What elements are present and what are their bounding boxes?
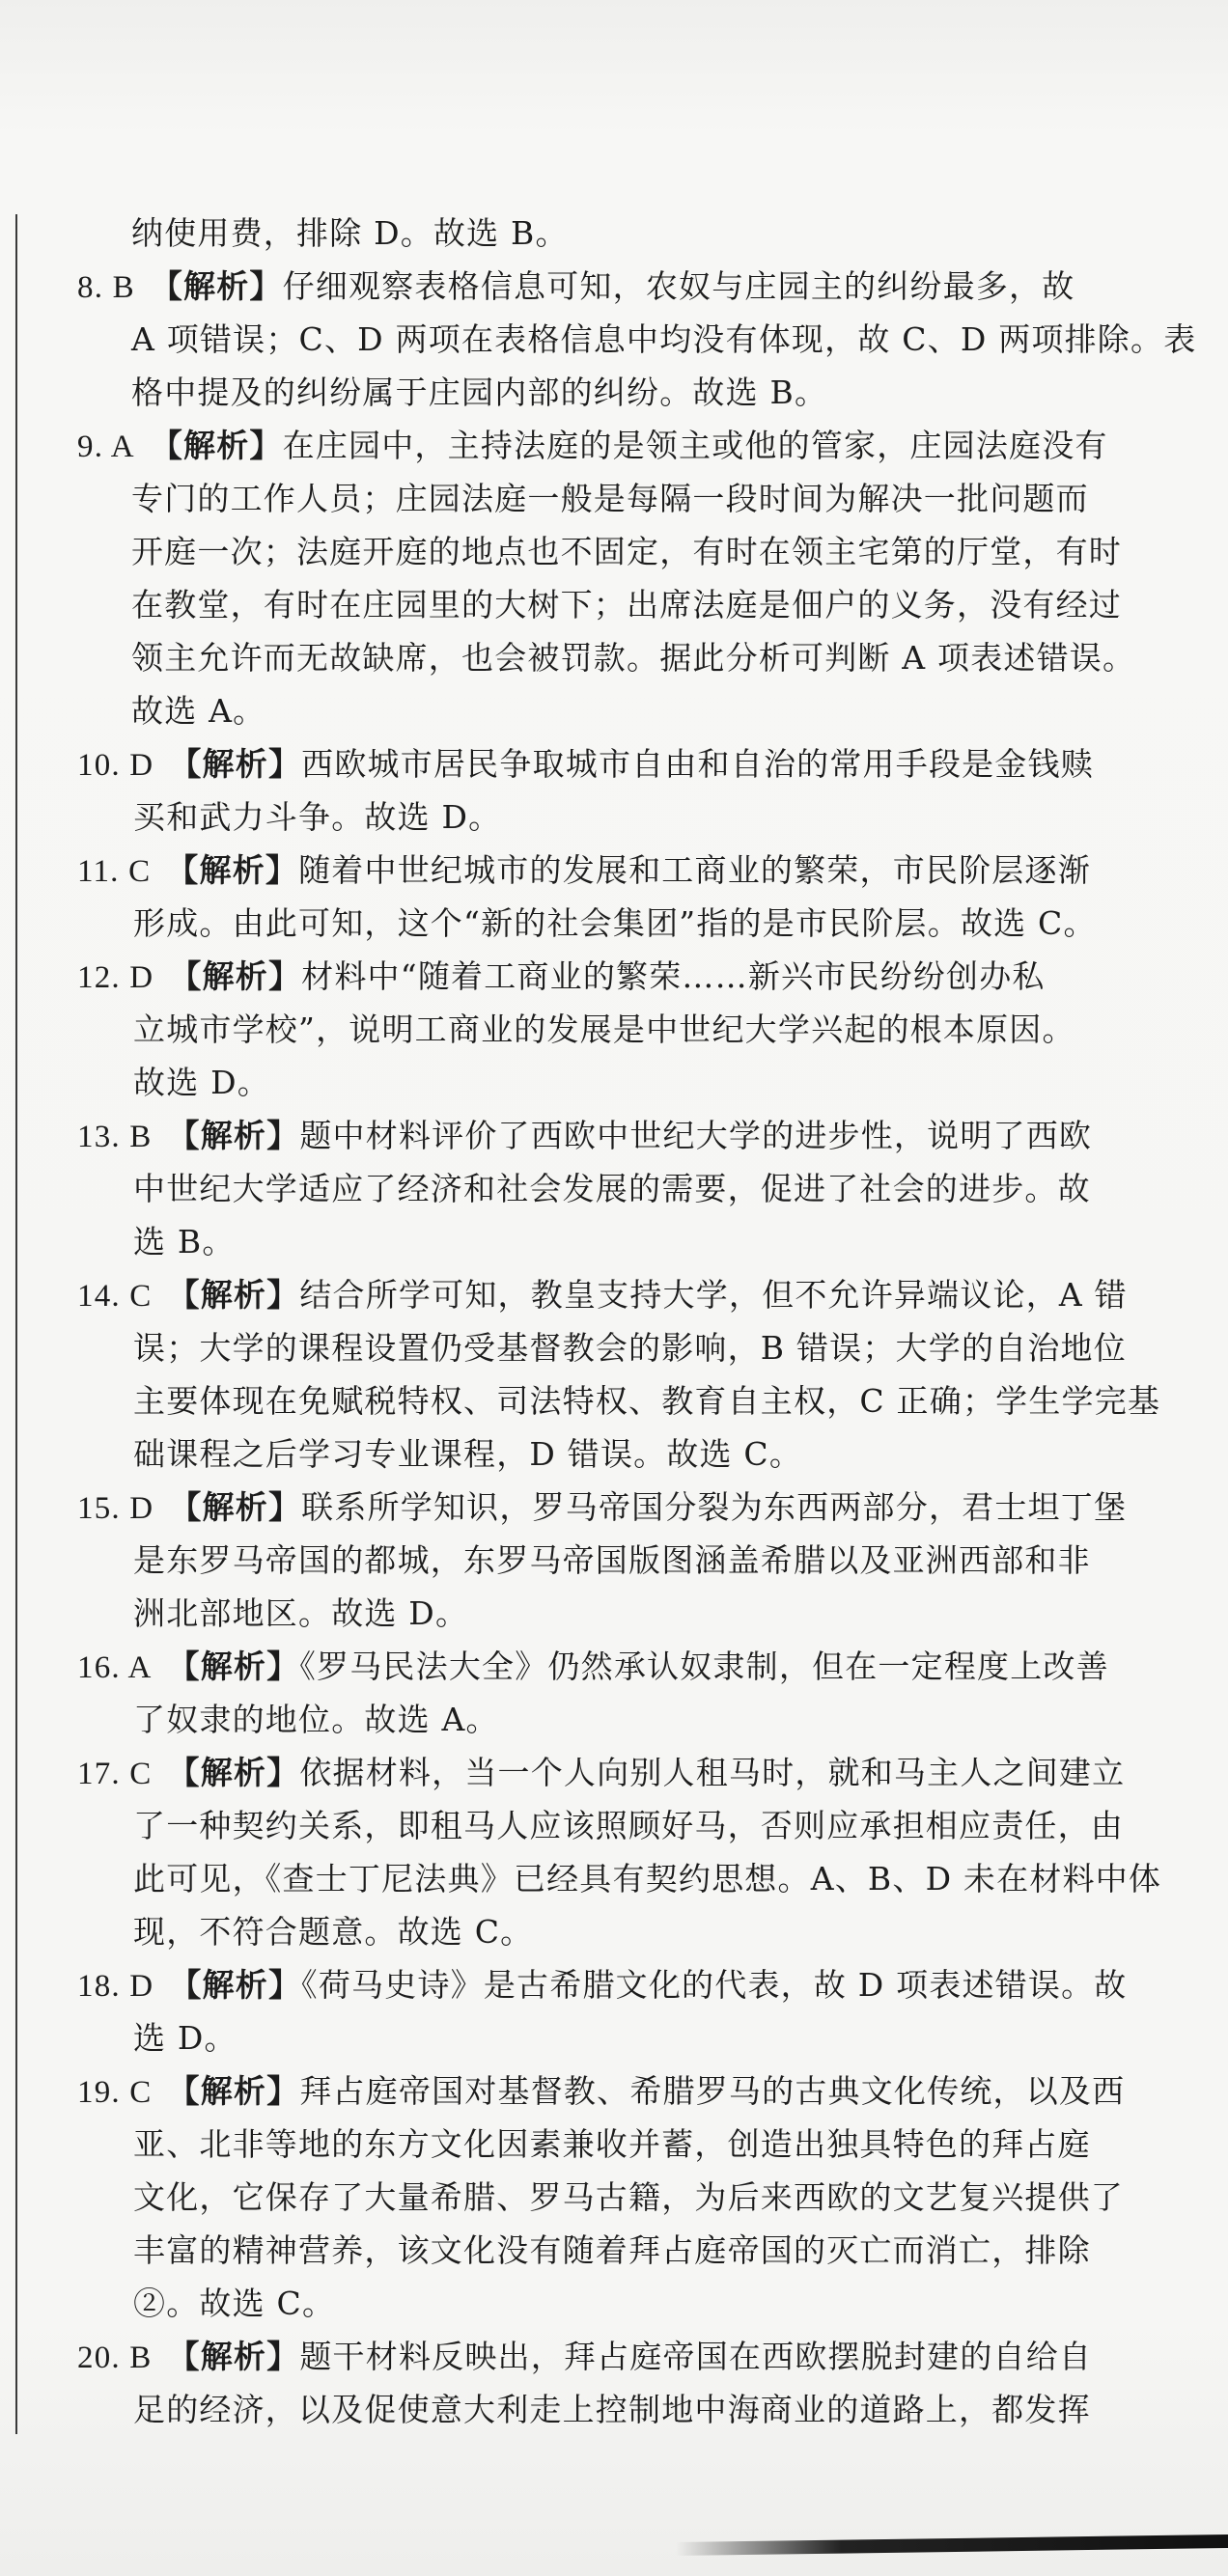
answer-line [77, 1162, 1091, 1215]
analysis-tag: 【解析】 [169, 957, 302, 995]
answer-line [77, 366, 1086, 419]
answer-text: A 项错误；C、D 两项在表格信息中均没有体现，故 C、D 两项排除。表 [131, 320, 1197, 358]
answer-text: 亚、北非等地的东方文化因素兼收并蓄，创造出独具特色的拜占庭 [133, 2125, 1091, 2163]
analysis-tag: 【解析】 [167, 1648, 300, 1685]
answer-line [77, 1056, 1086, 1109]
answer-text: 题中材料评价了西欧中世纪大学的进步性，说明了西欧 [299, 1117, 1093, 1154]
answer-text: 础课程之后学习专业课程，D 错误。故选 C。 [133, 1435, 803, 1473]
answer-line [77, 1427, 1086, 1481]
answer-line [77, 472, 1089, 525]
answer-text: 现，不符合题意。故选 C。 [133, 1913, 534, 1951]
analysis-tag: 【解析】 [166, 851, 299, 889]
answer-number: 17. C [77, 1757, 153, 1791]
answer-explanations [77, 207, 1197, 2436]
analysis-tag: 【解析】 [167, 1754, 300, 1791]
answer-line [77, 525, 1122, 578]
answer-first-line [77, 1640, 1109, 1693]
answer-text: 丰富的精神营养，该文化没有随着拜占庭帝国的灭亡而消亡，排除 [133, 2231, 1091, 2269]
answer-text: 立城市学校”，说明工商业的发展是中世纪大学兴起的根本原因。 [133, 1011, 1075, 1048]
answer-text: 题干材料反映出，拜占庭帝国在西欧摆脱封建的自给自 [299, 2338, 1093, 2375]
answer-first-line [77, 2064, 1126, 2118]
analysis-tag: 【解析】 [167, 2072, 300, 2110]
answer-text: 形成。由此可知，这个“新的社会集团”指的是市民阶层。故选 C。 [133, 904, 1097, 942]
answer-number: 16. A [77, 1650, 153, 1685]
answer-text: 拜占庭帝国对基督教、希腊罗马的古典文化传统，以及西 [299, 2072, 1126, 2110]
answer-line [77, 2171, 1124, 2224]
answer-line [77, 1534, 1091, 1587]
answer-line [77, 631, 1136, 684]
answer-first-line [77, 1109, 1093, 1162]
answer-line [77, 1003, 1086, 1056]
analysis-tag: 【解析】 [169, 1966, 302, 2004]
answer-line [77, 2118, 1091, 2171]
answer-line [77, 1905, 1086, 1958]
answer-text: 格中提及的纠纷属于庄园内部的纠纷。故选 B。 [131, 374, 828, 411]
margin-rule [15, 214, 17, 2434]
answer-text: 足的经济，以及促使意大利走上控制地中海商业的道路上，都发挥 [133, 2391, 1091, 2428]
answer-first-line [77, 419, 1108, 472]
continued-line: 纳使用费，排除 D。故选 B。 [131, 214, 569, 252]
answer-line [77, 2277, 1086, 2330]
answer-text: 买和武力斗争。故选 D。 [133, 798, 502, 836]
answer-line [77, 578, 1122, 631]
analysis-tag: 【解析】 [169, 745, 302, 783]
answer-line [77, 684, 1086, 737]
answer-text: 此可见，《查士丁尼法典》已经具有契约思想。A、B、D 未在材料中体 [133, 1860, 1162, 1897]
answer-text: 文化，它保存了大量希腊、罗马古籍，为后来西欧的文艺复兴提供了 [133, 2178, 1124, 2216]
answer-text: 洲北部地区。故选 D。 [133, 1594, 469, 1632]
answer-number: 12. D [77, 960, 154, 995]
answer-text: 故选 A。 [131, 692, 266, 730]
answer-line [77, 1852, 1162, 1905]
answer-line [77, 2224, 1091, 2277]
answer-line [77, 790, 1086, 844]
answer-number: 14. C [77, 1279, 153, 1314]
answer-text: 了奴隶的地位。故选 A。 [133, 1701, 499, 1738]
answer-number: 18. D [77, 1969, 154, 2004]
answer-text: 仔细观察表格信息可知，农奴与庄园主的纠纷最多，故 [282, 267, 1075, 305]
answer-number: 20. B [77, 2341, 153, 2375]
analysis-tag: 【解析】 [167, 1117, 300, 1154]
answer-line [77, 2011, 1086, 2064]
answer-text: 主要体现在免赋税特权、司法特权、教育自主权，C 正确；学生学完基 [133, 1382, 1161, 1420]
answer-text: 故选 D。 [133, 1064, 270, 1101]
answer-text: 选 D。 [133, 2019, 237, 2057]
answer-text: 在庄园中，主持法庭的是领主或他的管家，庄园法庭没有 [282, 427, 1108, 464]
answer-line [77, 313, 1197, 366]
answer-text: 联系所学知识，罗马帝国分裂为东西两部分，君士坦丁堡 [301, 1488, 1128, 1526]
answer-first-line [77, 737, 1094, 790]
scan-edge-shadow [676, 2534, 1228, 2556]
answer-text: 专门的工作人员；庄园法庭一般是每隔一段时间为解决一批问题而 [131, 480, 1089, 517]
answer-text: 依据材料，当一个人向别人租马时，就和马主人之间建立 [299, 1754, 1126, 1791]
analysis-tag: 【解析】 [167, 1276, 300, 1314]
answer-text: ②。故选 C。 [133, 2285, 336, 2322]
analysis-tag: 【解析】 [150, 267, 283, 305]
answer-first-line [77, 2330, 1093, 2383]
answer-number: 19. C [77, 2075, 153, 2110]
answer-line [77, 1799, 1124, 1852]
answer-text: 随着中世纪城市的发展和工商业的繁荣，市民阶层逐渐 [298, 851, 1091, 889]
answer-first-line [77, 260, 1086, 313]
answer-text: 《罗马民法大全》仍然承认奴隶制，但在一定程度上改善 [299, 1648, 1109, 1685]
answer-text: 西欧城市居民争取城市自由和自治的常用手段是金钱赎 [301, 745, 1094, 783]
answer-text: 领主允许而无故缺席，也会被罚款。据此分析可判断 A 项表述错误。 [131, 639, 1136, 677]
answer-line [77, 1587, 1086, 1640]
answer-line [77, 897, 1097, 950]
answer-number: 13. B [77, 1120, 153, 1154]
analysis-tag: 【解析】 [167, 2338, 300, 2375]
answer-first-line [77, 1958, 1128, 2011]
answer-number: 10. D [77, 748, 154, 783]
analysis-tag: 【解析】 [150, 427, 283, 464]
answer-first-line [77, 1268, 1128, 1321]
answer-line [77, 1693, 1086, 1746]
answer-text: 《荷马史诗》是古希腊文化的代表，故 D 项表述错误。故 [301, 1966, 1128, 2004]
answer-first-line [77, 1746, 1126, 1799]
answer-number: 11. C [77, 854, 152, 889]
answer-first-line [77, 1481, 1128, 1534]
answer-line [77, 1374, 1161, 1427]
answer-number: 9. A [77, 429, 135, 464]
answer-text: 误；大学的课程设置仍受基督教会的影响，B 错误；大学的自治地位 [133, 1329, 1127, 1367]
answer-first-line [77, 950, 1086, 1003]
answer-number: 15. D [77, 1491, 154, 1526]
answer-text: 选 B。 [133, 1223, 236, 1260]
answer-first-line [77, 844, 1091, 897]
answer-text: 是东罗马帝国的都城，东罗马帝国版图涵盖希腊以及亚洲西部和非 [133, 1541, 1091, 1579]
answer-line [77, 1321, 1127, 1374]
answer-number: 8. B [77, 270, 135, 305]
answer-line [77, 1215, 1086, 1268]
answer-text: 了一种契约关系，即租马人应该照顾好马，否则应承担相应责任，由 [133, 1807, 1124, 1844]
answer-text: 在教堂，有时在庄园里的大树下；出席法庭是佃户的义务，没有经过 [131, 586, 1122, 623]
analysis-tag: 【解析】 [169, 1488, 302, 1526]
answer-text: 开庭一次；法庭开庭的地点也不固定，有时在领主宅第的厅堂，有时 [131, 533, 1122, 570]
answer-text: 中世纪大学适应了经济和社会发展的需要，促进了社会的进步。故 [133, 1170, 1091, 1207]
answer-line [77, 2383, 1091, 2436]
answer-text: 材料中“随着工商业的繁荣……新兴市民纷纷创办私 [301, 957, 1046, 995]
answer-text: 结合所学可知，教皇支持大学，但不允许异端议论，A 错 [299, 1276, 1128, 1314]
